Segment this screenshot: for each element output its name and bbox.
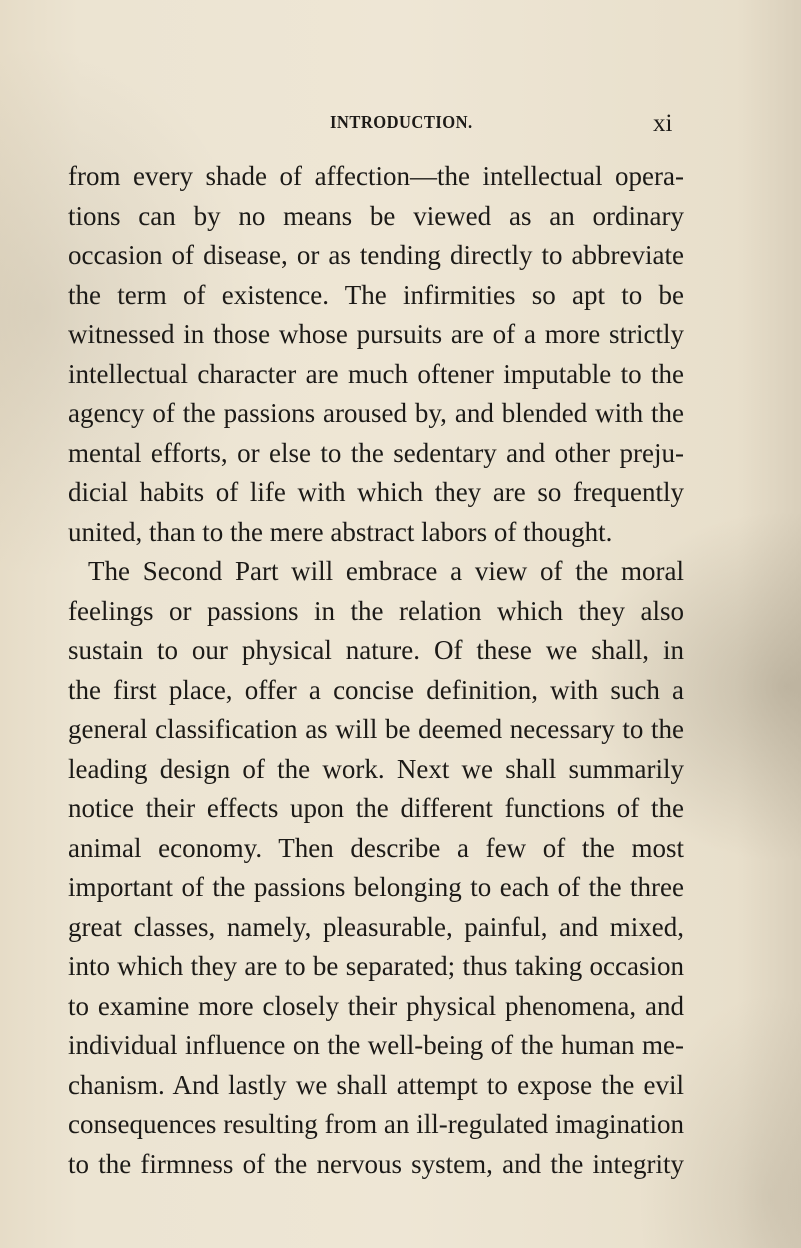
text-line: leading design of the work. Next we shall summarily [68,753,684,784]
text-line: dicial habits of life with which they are so frequently [68,477,684,507]
text-line: from every shade of affection—the intellectual opera- [68,161,684,191]
text-line: occasion of disease, or as tending directly to abbreviate [68,240,684,270]
paragraph-first-line: The Second Part will embrace a view of the moral [88,556,684,586]
text-line: the first place, offer a concise definition, with such a [68,674,684,705]
running-head [0,112,801,142]
text-line: tions can by no means be viewed as an ordinary [68,200,684,231]
text-line: chanism. And lastly we shall attempt to expose the evil [68,1069,684,1100]
text-line: agency of the passions aroused by, and blended with the [68,398,684,428]
running-head-title: INTRODUCTION. [330,112,473,132]
text-line: sustain to our physical nature. Of these we shall, in [68,635,684,665]
page-number: xi [653,110,673,137]
text-line: witnessed in those whose pursuits are of a more strictly [68,319,684,349]
text-line: to examine more closely their physical phenomena, and [68,990,684,1021]
text-line: great classes, namely, pleasurable, painful, and mixed, [68,911,684,942]
text-line: mental efforts, or else to the sedentary and other preju- [68,437,684,468]
text-line: animal economy. Then describe a few of the most [68,832,684,863]
text-line: into which they are to be separated; thus taking occasion [68,951,684,981]
text-line: general classification as will be deemed necessary to the [68,714,684,744]
text-line: feelings or passions in the relation which they also [68,595,684,626]
text-line: consequences resulting from an ill-regulated imagination [68,1109,684,1139]
text-line: individual influence on the well-being of the human me- [68,1030,684,1060]
text-line: notice their effects upon the different functions of the [68,793,684,823]
text-line: to the firmness of the nervous system, and the integrity [68,1148,684,1179]
body-text [68,157,684,1184]
text-line: intellectual character are much oftener imputable to the [68,358,684,389]
text-line: the term of existence. The infirmities so apt to be [68,279,684,310]
text-line: united, than to the mere abstract labors of thought. [68,516,613,547]
text-line: important of the passions belonging to each of the three [68,872,684,902]
